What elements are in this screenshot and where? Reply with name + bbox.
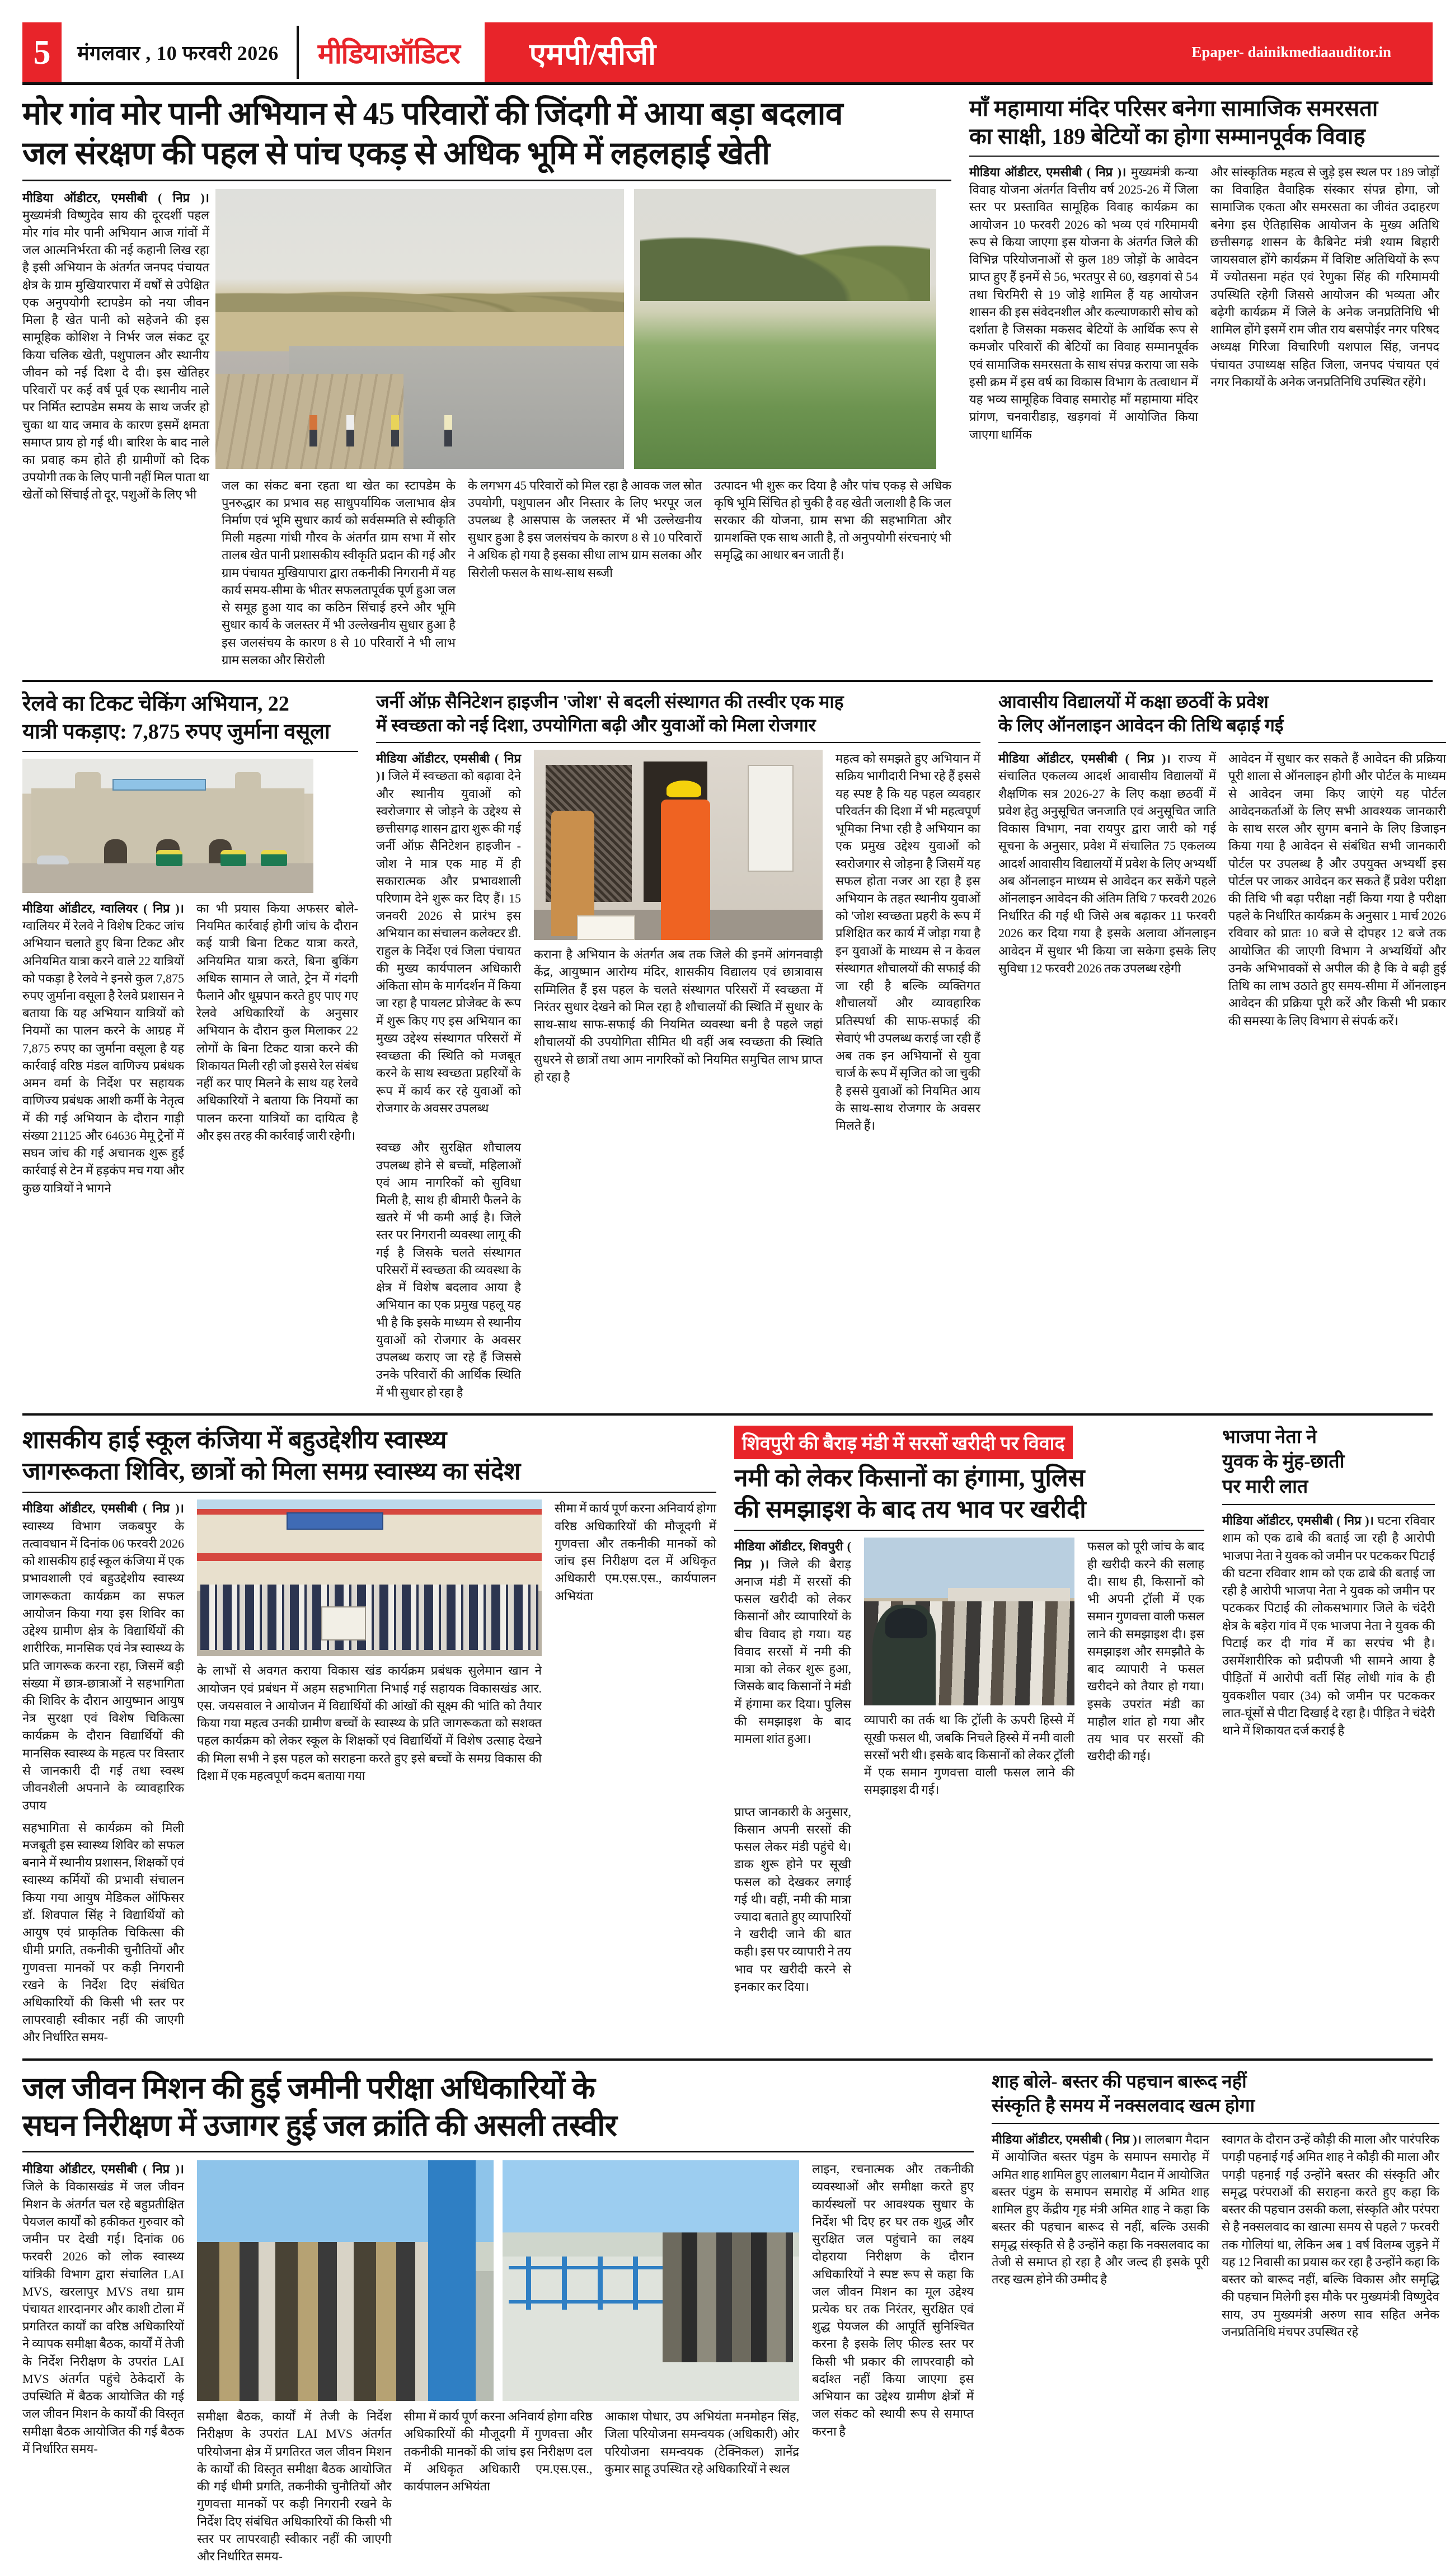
temple-column-2: और सांस्कृतिक महत्व से जुड़े इस स्थल पर 189 जोड़ों का विवाहित वैवाहिक संस्कार संपन्न होगा, जो सामाजिक एकता और समरसता का जीवंत उदाहरण बनेगा इस ऐतिहासिक आयोजन के मुख्य अतिथि छत्तीसगढ़ शासन के कैबिनेट मंत्री श्याम बिहारी जायसवाल होंगे कार्यक्रम में विशिष्ट अतिथियों के रूप में ज्योतसना महंत एवं रेणुका सिंह की गरिमामयी उपस्थिति रहेगी जिससे आयोजन की भव्यता और बढ़ेगी कार्यक्रम में जिले के अनेक जनप्रतिनिधि भी शामिल होंगे इसमें राम जीत राय बसपोईर नगर परिषद अध्यक्ष गिरिजा विचारिणी यशपाल सिंह, जनपद पंचायत उपाध्यक्ष सहित जिला, जनपद पंचायत एवं नगर निकायों के अनेक जनप्रतिनिधि उपस्थित रहेंगे। [1210,165,1439,389]
mandi-column-2: प्राप्त जानकारी के अनुसार, किसान अपनी सरसों की फसल लेकर मंडी पहुंचे थे। डाक शुरू होने पर सूखी फसल को देखकर लगाई गई थी। वहीं, नमी की मात्रा ज्यादा बताते हुए व्यापारियों ने खरीदी जाने की बात कही। इस पर व्यापारी ने तय भाव पर खरीदी करने से इनकार कर दिया। [734,1804,851,1994]
lead-column-4: उत्पादन भी शुरू कर दिया है और पांच एकड़ से अधिक कृषि भूमि सिंचित हो चुकी है वह खेती जलाशी है कि जल सरकार की योजना, ग्राम सभा की सहभागिता और ग्रामशक्ति एक साथ आती है, तो अनुपयोगी संरचनाएं भी समृद्धि का आधार बन जाती हैं। [714,478,951,562]
jjm-headline-line1: जल जीवन मिशन की हुई जमीनी परीक्षा अधिकारियों के [22,2071,595,2105]
temple-headline-line1: माँ महामाया मंदिर परिसर बनेगा सामाजिक समरसता [969,96,1378,121]
shah-headline-line1: शाह बोले- बस्तर की पहचान बारूद नहीं [992,2071,1247,2092]
railway-rule [22,751,358,752]
bjp-headline-line3: पर मारी लात [1222,1476,1308,1497]
shah-rule [992,2123,1439,2124]
mandi-byline: मीडिया ऑडीटर, शिवपुरी ( निप्र )। [734,1539,851,1571]
bjp-col1-text: घटना रविवार शाम को एक ढाबे की बताई जा रही है आरोपी भाजपा नेता ने युवक को जमीन पर पटककर पिटाई की घटना रविवार शाम को एक ढाबे की बताई जा रही है आरोपी भाजपा नेता ने युवक को जमीन पर पटककर पिटाई की लोकसभागार जिले के चंदेरी क्षेत्र के बड़ेरा गांव में एक भाजपा नेता ने युवक की पिटाई कर दी गांव में का सरपंच भी है। उसमेंशारीरिक को प्रदीपजी भी सामने आया है पीड़ितों में आरोपी वर्ती सिंह लोधी गांव के ही युवकशील पवार (34) को जमीन पर पटककर लात-घूंसों से पीटा दिखाई दे रहा है। पीड़ित ने चंदेरी थाने में शिकायत दर्ज कराई है [1222,1513,1435,1738]
jjm-rule [22,2151,974,2152]
gwalior-railway-station-photo [22,759,313,893]
lead-col1-text: मुख्यमंत्री विष्णुदेव साय की दूरदर्शी पहल मोर गांव मोर पानी अभियान आज गांवों में जल आत्मनिर्भरता की नई कहानी लिख रहा है इसी अभियान के अंतर्गत जनपद पंचायत क्षेत्र के ग्राम मुखियारपारा में वर्षों से उपेक्षित एक अनुपयोगी स्टापडेम को नया जीवन मिला है खेत पानी को सहेजने की इस सामूहिक कोशिश ने निर्भर जल संकट दूर किया चलिक खेती, पशुपालन और स्थानीय जीवन को नई दिशा दे दी। इस खेतिहर परिवारों पर कई वर्ष पूर्व एक स्थानीय नाले पर निर्मित स्टापडेम समय के साथ जर्जर हो चुका था याद जमाव के कारण इसमें क्षमता समाप्त प्राय हो गई थी। बारिश के बाद नाले का प्रवाह कम होते ही ग्रामीणों को दिक उपयोगी तक के लिए पानी नहीं मिल पाता था खेतों को सिंचाई तो दूर, पशुओं के लिए भी [22,208,209,502]
awasiya-column-2: आवेदन में सुधार कर सकते हैं आवेदन की प्रक्रिया पूरी शाला से ऑनलाइन होगी और पोर्टल के माध्यम से आवेदन जमा किए जाएंगे यह पोर्टल आवेदनकर्ताओं के लिए सभी आवश्यक जानकारी के साथ सरल और सुगम बनाने के लिए डिजाइन किया गया है आवेदन से संबंधित सभी जानकारी पोर्टल पर उपलब्ध है और उपयुक्त अभ्यर्थी इस पोर्टल पर जाकर आवेदन कर सकते हैं प्रवेश परीक्षा की तिथि भी बढ़ा परीक्षा नहीं किया गया है परीक्षा पहले के निर्धारित कार्यक्रम के अनुसार 1 मार्च 2026 रविवार को प्रातः 10 बजे से दोपहर 12 बजे तक आयोजित की जाएगी विभाग ने अभ्यर्थियों और उनके अभिभावकों से अपील की है कि वे बढ़ी हुई तिथि का लाभ उठाते हुए समय-सीमा में ऑनलाइन आवेदन की प्रक्रिया पूरी करें और किसी भी प्रकार की समस्या के लिए विभाग से संपर्क करें। [1228,751,1446,1028]
stop-dam-pond-photo [215,189,624,469]
edition-region-label: एमपी/सीजी [529,37,656,71]
publication-date: मंगलवार , 10 फरवरी 2026 [77,42,279,64]
jjm-headline-line2: सघन निरीक्षण में उजागर हुई जल क्रांति की असली तस्वीर [22,2109,617,2143]
jjm-column-2: समीक्षा बैठक, कार्यों में तेजी के निर्देश निरीक्षण के उपरांत LAI MVS अंतर्गत परियोजना क्षेत्र में प्रगतिरत जल जीवन मिशन के कार्यों की विस्तृत समीक्षा बैठक आयोजित की गई धीमी प्रगति, तकनीकी चुनौतियों और गुणवत्ता मानकों पर कड़ी निगरानी रखने के निर्देश दिए संबंधित अधिकारियों की किसी भी स्तर पर लापरवाही स्वीकार नहीं की जाएगी और निर्धारित समय- [197,2409,392,2563]
awasiya-admission-story [998,691,1446,1401]
school-students-group-photo [197,1499,542,1656]
jjm-story [22,2071,974,2565]
mandi-story [734,1426,1204,2046]
railway-column-2: का भी प्रयास किया अफसर बोले-नियमित कार्रवाई होगी जांच के दौरान कई यात्री बिना टिकट यात्रा करते, अनियमित यात्रा करते, बिना बुकिंग अधिक सामान ले जाते, ट्रेन में गंदगी फैलाने और धूम्रपान करते हुए पाए गए रेलवे अधिकारियों के अनुसार अभियान के दौरान कुल मिलाकर 22 लोगों के बिना टिकट यात्रा करने की शिकायत मिली रही जो इससे रेल संबंध नहीं कर पाए मिलने के साथ यह रेलवे अधिकारियों ने बताया कि नियमों का पालन करना यात्रियों का दायित्व है और इस तरह की कार्रवाई जारी रहेगी। [196,901,358,1143]
bjp-byline: मीडिया ऑडीटर, एमसीबी ( निप्र )। [1222,1513,1374,1528]
mandi-headline-line2: की समझाइश के बाद तय भाव पर खरीदी [734,1495,1086,1523]
josh-rule [376,742,980,743]
temple-col1-text: मुख्यमंत्री कन्या विवाह योजना अंतर्गत वित्तीय वर्ष 2025-26 में जिला स्तर पर प्रस्तावित सामूहिक विवाह कार्यक्रम का आयोजन 10 फरवरी 2026 को भव्य एवं गरिमामयी रूप से किया जाएगा इस योजना के अंतर्गत जिले की विभिन्न परियोजनाओं से कुल 189 जोड़ों के आवेदन प्राप्त हुए हैं इनमें से 56, भरतपुर से 60, खड़गवां से 54 तथा चिरमिरी से 19 जोड़े शामिल हैं यह आयोजन शासन की इस संवेदनशील और कल्याणकारी सोच को दर्शाता है जिसका मकसद बेटियों के आर्थिक रूप से कमजोर परिवारों की बेटियों का विवाह सम्मानपूर्वक एवं सामाजिक समरसता के साथ संपन्न कराया जा सके इसी क्रम में इस वर्ष का विकास विभाग के तत्वाधान में यह भव्य सामूहिक विवाह समारोह माँ महामाया मंदिर प्रांगण, चनवारीडाड़, खड़गवां में आयोजित किया जाएगा धार्मिक [969,165,1198,441]
school-health-column-1 [22,1499,190,1814]
page-number-badge: 5 [22,22,62,82]
mandi-column-1 [734,1538,857,1798]
railway-headline-line2: यात्री पकड़ाए: 7,875 रुपए जुर्माना वसूला [22,720,330,744]
bjp-leader-story [1222,1426,1435,2046]
temple-rule [969,156,1439,157]
shah-headline-line2: संस्कृति है समय में नक्सलवाद खत्म होगा [992,2095,1255,2116]
jjm-column-5: लाइन, रचनात्मक और तकनीकी व्यवस्थाओं और समीक्षा करते हुए कार्यस्थलों पर आवश्यक सुधार के निर्देश भी दिए हर घर तक शुद्ध और सुरक्षित जल पहुंचाने का लक्ष्य दोहराया निरीक्षण के दौरान अधिकारियों ने स्पष्ट रूप से कहा कि जल जीवन मिशन का मूल उद्देश्य प्रत्येक घर तक निरंतर, सुरक्षित एवं शुद्ध पेयजल की आपूर्ति सुनिश्चित करना है इसके लिए फील्ड स्तर पर किसी भी प्रकार की लापरवाही को बर्दाश्त नहीं किया जाएगा इस अभियान का उद्देश्य ग्रामीण क्षेत्रों में जल संकट को स्थायी रूप से समाप्त करना है [812,2162,974,2438]
masthead-red-bar [485,22,1433,82]
newspaper-brand-logo: मीडियाऑडिटर [317,37,460,69]
mandi-column-3: व्यापारी का तर्क था कि ट्रॉली के ऊपरी हिस्से में सूखी फसल थी, जबकि निचले हिस्से में नमी वाली सरसों भरी थी। इसके बाद किसानों को लेकर ट्रॉली में एक समान गुणवत्ता वाली फसल लाने की समझाइश दी गई। [864,1713,1074,1797]
school-health-headline-line1: शासकीय हाई स्कूल कंजिया में बहुउद्देशीय स्वास्थ्य [22,1426,447,1454]
mandi-headline-line1: नमी को लेकर किसानों का हंगामा, पुलिस [734,1464,1085,1492]
railway-col1-text: ग्वालियर में रेलवे ने विशेष टिकट जांच अभियान चलाते हुए बिना टिकट और अनियमित यात्रा करने वाले 22 यात्रियों को पकड़ा है रेलवे ने इनसे कुल 7,875 रुपए जुर्माना वसूला है रेलवे प्रशासन ने बताया कि यह अभियान यात्रियों को नियमों का पालन करने के आग्रह में 7,875 रुपए का जुर्माना वसूला है यह कार्रवाई वरिष्ठ मंडल वाणिज्य प्रबंधक अमन वर्मा के निर्देश पर सहायक वाणिज्य प्रबंधक आशी कर्मी के नेतृत्व में की गई अभियान के दौरान गाड़ी संख्या 21125 और 64636 मेमू ट्रेनों में सघन जांच की गई अचानक शुरू हुई कार्रवाई से टेन में हड़कंप मच गया और कुछ यात्रियों ने भागने [22,919,184,1195]
awasiya-col1-text: राज्य में संचालित एकलव्य आदर्श आवासीय विद्यालयों में शैक्षणिक सत्र 2026-27 के लिए कक्षा छठवीं में प्रवेश हेतु अनुसूचित जनजाति एवं अनुसूचित जाति विकास विभाग, नवा रायपुर द्वारा जारी को गई सूचना के अनुसार, प्रवेश में संचालित 75 एकलव्य आदर्श आवासीय विद्यालयों में प्रवेश के लिए अभ्यर्थी अब ऑनलाइन माध्यम से आवेदन कर सकेंगे पहले ऑनलाइन आवेदन की अंतिम तिथि 7 फरवरी 2026 निर्धारित की गई थी जिसे अब बढ़ाकर 11 फरवरी 2026 कर दिया गया है इसके अलावा ऑनलाइन आवेदन में सुधार भी किया जा सकेगा इसके लिए सुविधा 12 फरवरी 2026 तक उपलब्ध रहेगी [998,751,1216,975]
temple-byline: मीडिया ऑडीटर, एमसीबी ( निप्र )। [969,165,1127,179]
jjm-water-tank-inspection-photo [503,2160,799,2401]
awasiya-rule [998,742,1446,743]
bjp-column-1 [1222,1512,1435,1739]
lead-headline-line1: मोर गांव मोर पानी अभियान से 45 परिवारों की जिंदगी में आया बड़ा बदलाव [22,96,843,131]
railway-byline: मीडिया ऑडीटर, ग्वालियर ( निप्र )। [22,901,184,915]
school-health-story [22,1426,716,2046]
school-health-rule [22,1492,716,1493]
shah-col1-text: लालबाग मैदान में आयोजित बस्तर पंडुम के समापन समारोह में अमित शाह शामिल हुए लालबाग मैदान में आयोजित बस्तर पंडुम के समापन समारोह में अमित शाह शामिल हुए केंद्रीय गृह मंत्री अमित शाह ने कहा कि बस्तर की पहचान बारूद से नहीं, बल्कि उसकी समृद्ध संस्कृति से है उन्होंने कहा कि नक्सलवाद का तेजी से समाप्त हो रहा है और जल्द ही इसके पूरी तरह खत्म होने की उम्मीद है [992,2132,1209,2287]
josh-column-1 [376,750,527,1134]
shah-column-1 [992,2131,1215,2340]
jjm-column-1 [22,2160,190,2565]
school-health-byline: मीडिया ऑडीटर, एमसीबी ( निप्र )। [22,1501,184,1516]
epaper-url[interactable]: Epaper- dainikmediaauditor.in [1191,44,1391,60]
railway-story [22,691,358,1401]
railway-column-1 [22,900,190,1197]
awasiya-column-1 [998,750,1222,1030]
jjm-column-3: सीमा में कार्य पूर्ण करना अनिवार्य होगा वरिष्ठ अधिकारियों की मौजूदगी में गुणवत्ता और तकनीकी मानकों की जांच इस निरीक्षण दल में अधिकृत अधिकारी एम.एस.एस., कार्यपालन अभियंता [403,2409,593,2494]
lead-story [22,95,951,669]
josh-col1-text: जिले में स्वच्छता को बढ़ावा देने और स्थानीय युवाओं को स्वरोजगार से जोड़ने के उद्देश्य से छत्तीसगढ़ शासन द्वारा शुरू की गई जर्नी ऑफ़ सैनिटेशन हाइजीन - जोश ने मात्र एक माह में ही सकारात्मक और प्रभावशाली परिणाम देने शुरू कर दिए हैं। 15 जनवरी 2026 से प्रारंभ इस अभियान का संचालन कलेक्टर डी. राहुल के निर्देश एवं जिला पंचायत की मुख्य कार्यपालन अधिकारी अंकिता सोम के मार्गदर्शन में किया जा रहा है पायलट प्रोजेक्ट के रूप में शुरू किए गए इस अभियान का मुख्य उद्देश्य संस्थागत परिसरों में स्वच्छता की स्थिति को मजबूत करने के साथ स्वच्छता प्रहरियों के रूप में कार्य कर रहे युवाओं को रोजगार के अवसर उपलब्ध [376,769,521,1115]
josh-column-3: स्वच्छ और सुरक्षित शौचालय उपलब्ध होने से बच्चों, महिलाओं एवं आम नागरिकों को सुविधा मिली है, साथ ही बीमारी फैलने के खतरे में भी कमी आई है। जिले स्तर पर निगरानी व्यवस्था लागू की गई है जिसके चलते संस्थागत परिसरों में स्वच्छता की व्यवस्था के क्षेत्र में विशेष बदलाव आया है अभियान का एक प्रमुख पहलू यह भी है कि इसके माध्यम से स्थानीय युवाओं को रोजगार के अवसर उपलब्ध कराए जा रहे हैं जिससे उनके परिवारों की आर्थिक स्थिति में भी सुधार हो रहा है [376,1140,521,1399]
masthead [22,22,1433,85]
section-divider-2 [22,1413,1433,1416]
temple-column-1 [969,163,1204,443]
railway-headline-line1: रेलवे का टिकट चेकिंग अभियान, 22 [22,692,289,716]
school-health-col1-text: स्वास्थ्य विभाग जकबपुर के तत्वावधान में दिनांक 06 फरवरी 2026 को शासकीय हाई स्कूल कंजिया में एक प्रभावशाली एवं बहुउद्देशीय स्वास्थ्य जागरूकता कार्यक्रम का सफल आयोजन किया गया इस शिविर का उद्देश्य ग्रामीण क्षेत्र के विद्यार्थियों की शारीरिक, मानसिक एवं नेत्र स्वास्थ्य के प्रति जागरूक करना रहा, जिसमें बड़ी संख्या में छात्र-छात्राओं ने सहभागिता की शिविर के दौरान आयुष्मान आयुष नेत्र सुरक्षा एवं विशेष चिकित्सा कार्यक्रम के दौरान विद्यार्थियों की मानसिक स्वास्थ्य के महत्व पर विस्तार से जानकारी दी गई तथा स्वस्थ जीवनशैली अपनाने के व्यावहारिक उपाय [22,1519,184,1813]
josh-column-4: महत्व को समझते हुए अभियान में सक्रिय भागीदारी निभा रहे हैं इससे यह स्पष्ट है कि यह पहल व्यवहार परिवर्तन की दिशा में भी महत्वपूर्ण भूमिका निभा रही है अभियान का एक प्रमुख उद्देश्य युवाओं को स्वरोजगार से जोड़ना है जिसमें यह सफल होता नजर आ रहा है इस अभियान के तहत स्थानीय युवाओं को 'जोश स्वच्छता प्रहरी के रूप में प्रशिक्षित कर कार्य में जोड़ा गया है इन युवाओं के माध्यम से न केवल संस्थागत शौचालयों की सफाई की जा रही है बल्कि व्यक्तिगत शौचालयों और व्यावहारिक प्रतिस्पर्धा की साफ-सफाई की सेवाएं भी उपलब्ध कराई जा रही हैं अब तक इन अभियानों से युवा चार्ज के रूप में सृजित को जा चुकी है इससे युवाओं को नियमित आय के साथ-साथ रोजगार के अवसर मिलते हैं। [836,751,980,1133]
section-divider-3 [22,2058,1433,2061]
section-divider-1 [22,680,1433,682]
shah-column-2: स्वागत के दौरान उन्हें कौड़ी की माला और पारंपरिक पगड़ी पहनाई गई अमित शाह ने कौड़ी की माला और पगड़ी पहनाई गई उन्होंने बस्तर की संस्कृति और समृद्ध परंपराओं की सराहना करते हुए कहा कि बस्तर की पहचान उसकी कला, संस्कृति और परंपरा से है नक्सलवाद का खात्मा समय से पहले 7 फरवरी तक गोलियां था, लेकिन अब 1 वर्ष विलम्ब जुड़ने में यह 12 निवासी का प्रयास कर रहा है उन्होंने कहा कि बस्तर को बारूद नहीं, बल्कि विकास और समृद्धि की पहचान मिलेगी इस मौके पर मुख्यमंत्री विष्णुदेव साय, उप मुख्यमंत्री अरुण साव सहित अनेक जनप्रतिनिधि मंचपर उपस्थित रहे [1222,2132,1439,2339]
bjp-rule [1222,1504,1435,1505]
lead-byline: मीडिया ऑडीटर, एमसीबी ( निप्र )। [22,190,209,205]
newspaper-page [0,22,1455,2576]
josh-headline-line2: में स्वच्छता को नई दिशा, उपयोगिता बढ़ी और युवाओं को मिला रोजगार [376,715,816,736]
second-band [22,691,1446,1401]
temple-wedding-story [969,95,1439,669]
mandi-col1-text: जिले की बैराड़ अनाज मंडी में सरसों की फसल खरीदी को लेकर किसानों और व्यापारियों के बीच विवाद हो गया। यह विवाद सरसों में नमी की मात्रा को लेकर शुरू हुआ, जिसके बाद किसानों ने मंडी में हंगामा कर दिया। पुलिस की समझाइश के बाद मामला शांत हुआ। [734,1557,852,1746]
josh-column-2: कराना है अभियान के अंतर्गत अब तक जिले की इनमें आंगनवाड़ी केंद्र, आयुष्मान आरोग्य मंदिर, शासकीय विद्यालय एवं छात्रावास सम्मिलित हैं इस पहल के चलते संस्थागत परिसरों में स्वच्छता में निरंतर सुधार देखने को मिल रहा है शौचालयों की स्थिति में सुधार के साथ-साथ साफ-सफाई की नियमित व्यवस्था बनी है पहले जहां शौचालयों की उपयोगिता सीमित थी वहीं अब स्वच्छता की स्थिति सुधरने से छात्रों तथा आम नागरिकों को नियमित समुचित लाभ प्राप्त हो रहा है [534,947,823,1084]
mandi-rule [734,1530,1204,1531]
shah-bastar-story [992,2071,1439,2565]
lead-rule [22,180,951,181]
mandi-column-4: फसल को पूरी जांच के बाद ही खरीदी करने की सलाह दी। साथ ही, किसानों को भी अपनी ट्रॉली में एक समान गुणवत्ता वाली फसल लाने की समझाइश दी। इस समझाइश और समझौते के बाद व्यापारी ने फसल खरीदने को तैयार हो गया। इसके उपरांत मंडी का माहौल शांत हो गया और तय भाव पर सरसों की खरीदी की गई। [1087,1539,1204,1764]
lead-section [22,95,1439,669]
bottom-band [22,2071,1439,2565]
lead-headline-line2: जल संरक्षण की पहल से पांच एकड़ से अधिक भूमि में लहलहाई खेती [22,136,770,172]
jjm-column-4: आकाश पोधार, उप अभियंता मनमोहन सिंह, जिला परियोजना समन्वयक (अधिकारी) ओर परियोजना समन्वयक (टेक्निकल) ज्ञानेंद्र कुमार साहू उपस्थित रहे अधिकारियों ने स्थल [604,2409,799,2476]
bjp-headline-line1: भाजपा नेता ने [1222,1426,1317,1447]
josh-sanitation-handshake-photo [534,750,823,940]
school-health-headline-line2: जागरूकता शिविर, छात्रों को मिला समग्र स्वास्थ्य का संदेश [22,1457,521,1485]
third-band [22,1426,1433,2046]
school-health-column-2: के लाभों से अवगत कराया विकास खंड कार्यक्रम प्रबंधक सुलेमान खान ने आयोजन एवं प्रबंधन में अहम सहभागिता निभाई गई सहायक विकासखंड आर. एस. जयसवाल ने आयोजन में विद्यार्थियों की आंखों की सूक्ष्म की भांति को तैयार किया गया महत्व उनकी ग्रामीण बच्चों के स्वास्थ्य के प्रति जागरूकता को सशक्त पहल कार्यक्रम को लेकर स्कूल के शिक्षकों एवं विद्यार्थियों में विशेष उत्साह देखने की मिला सभी ने इस पहल को सराहना करते हुए इसे बच्चों के समग्र विकास की दिशा में एक महत्वपूर्ण कदम बताया गया [197,1663,542,1783]
lead-column-1 [22,189,215,669]
bjp-headline-line2: युवक के मुंह-छाती [1222,1451,1345,1473]
lead-column-3: के लगभग 45 परिवारों को मिल रहा है आवक जल स्रोत उपयोगी, पशुपालन और निस्तार के लिए भरपूर जल उपलब्ध है आसपास के जलस्तर में भी उल्लेखनीय सुधार हुआ है इस जलसंचय के कारण 8 से 10 परिवारों ने अधिक हो गया है इसका सीधा लाभ ग्राम सलका और सिरोली फसल के साथ-साथ सब्जी [468,478,702,580]
josh-story [376,691,980,1401]
mandi-kicker: शिवपुरी की बैराड़ मंडी में सरसों खरीदी पर विवाद [734,1426,1073,1459]
mandi-farmers-crowd-police-photo [864,1538,1074,1705]
awasiya-headline-line2: के लिए ऑनलाइन आवेदन की तिथि बढ़ाई गई [998,715,1284,736]
jjm-officials-field-review-photo [197,2160,494,2401]
jjm-byline: मीडिया ऑडीटर, एमसीबी ( निप्र )। [22,2162,184,2177]
temple-headline-line2: का साक्षी, 189 बेटियों का होगा सम्मानपूर्वक विवाह [969,124,1365,149]
josh-headline-line1: जर्नी ऑफ़ सैनिटेशन हाइजीन 'जोश' से बदली संस्थागत की तस्वीर एक माह [376,692,844,712]
jjm-col1-text: जिले के विकासखंड में जल जीवन मिशन के अंतर्गत चल रहे बहुप्रतीक्षित पेयजल कार्यों को हकीकत गुरुवार को जमीन पर देखी गई। दिनांक 06 फरवरी 2026 को लोक स्वास्थ्य यांत्रिकी विभाग द्वारा संचालित LAI MVS, खरलापुर MVS तथा ग्राम पंचायत शारदानगर और काशी टोला में प्रगतिरत कार्यों का वरिष्ठ अधिकारियों ने व्यापक समीक्षा बैठक, कार्यों में तेजी के निर्देश निरीक्षण के उपरांत LAI MVS अंतर्गत पहुंचे ठेकेदारों के उपस्थिति में बैठक आयोजित की गई जल जीवन मिशन के कार्यों की विस्तृत समीक्षा बैठक आयोजित की गई बैठक में निर्धारित समय- [22,2179,184,2456]
green-crop-field-photo [634,189,936,469]
josh-byline: मीडिया ऑडीटर, एमसीबी ( निप्र )। [376,751,521,783]
school-health-column-3: सहभागिता से कार्यक्रम को मिली मजबूती इस स्वास्थ्य शिविर को सफल बनाने में स्थानीय प्रशासन, शिक्षकों एवं स्वास्थ्य कर्मियों की प्रभावी संचालन किया गया आयुष मेडिकल ऑफिसर डॉ. शिवपाल सिंह ने विद्यार्थियों को आयुष एवं प्राकृतिक चिकित्सा की धीमी प्रगति, तकनीकी चुनौतियों और गुणवत्ता मानकों पर कड़ी निगरानी रखने के निर्देश दिए संबंधित अधिकारियों की किसी भी स्तर पर लापरवाही स्वीकार नहीं की जाएगी और निर्धारित समय- [22,1820,184,2044]
school-health-column-4: सीमा में कार्य पूर्ण करना अनिवार्य होगा वरिष्ठ अधिकारियों की मौजूदगी में गुणवत्ता और तकनीकी मानकों को जांच इस निरीक्षण दल में अधिकृत अधिकारी एम.एस.एस., कार्यपालन अभियंता [555,1501,716,1603]
awasiya-headline-line1: आवासीय विद्यालयों में कक्षा छठवीं के प्रवेश [998,692,1269,712]
shah-byline: मीडिया ऑडीटर, एमसीबी ( निप्र )। [992,2132,1142,2147]
awasiya-byline: मीडिया ऑडीटर, एमसीबी ( निप्र )। [998,751,1171,766]
lead-column-2: जल का संकट बना रहता था खेत का स्टापडेम के पुनरुद्धार का प्रभाव सह साधुपर्यायिक जलाभाव क्षेत्र निर्माण एवं भूमि सुधार कार्य को सर्वसम्मति से स्वीकृति मिली महत्मा गांधी गौरव के अंतर्गत ग्राम सभा में सोर तालब खेत पानी प्रशासकीय स्वीकृति प्रदान की गई और ग्राम पंचायत मुखियापारा द्वारा तकनीकी निगरानी में यह कार्य समय-सीमा के भीतर सफलतापूर्वक पूर्ण हुआ जल से समूह हुआ याद का कठिन सिंचाई हरने और भूमि सुधार कार्य के जलस्तर में भी उल्लेखनीय सुधार हुआ है इस जलसंचय के कारण 8 से 10 परिवारों ने भी लाभ ग्राम सलका और सिरोली [222,478,456,667]
